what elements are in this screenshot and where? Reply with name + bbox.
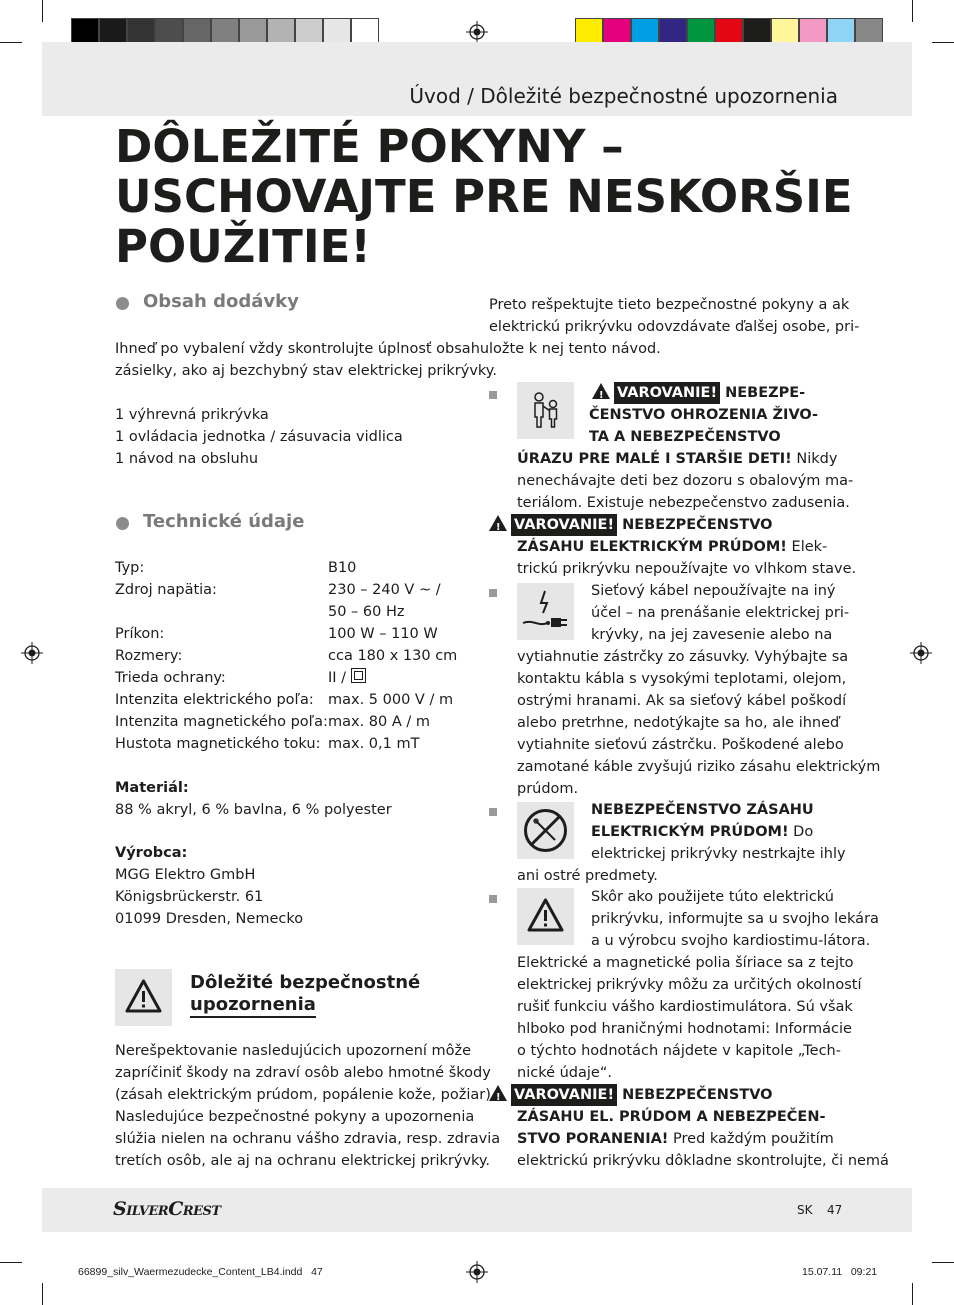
- print-slug-file: 66899_silv_Waermezudecke_Content_LB4.indd 47: [78, 1266, 323, 1278]
- tech-spec-value: cca 180 x 130 cm: [328, 648, 458, 664]
- paragraph-line: kontaktu kábla s vysokými teplotami, olejom,: [517, 671, 847, 687]
- warning-label: VAROVANIE!: [511, 514, 617, 536]
- print-slug-date: 15.07.11 09:21: [802, 1266, 878, 1278]
- maker-line: MGG Elektro GmbH: [115, 867, 256, 883]
- contents-item: 1 výhrevná prikrývka: [115, 407, 269, 423]
- no-needles-icon: [517, 802, 574, 859]
- warning-line: elektrickej prikrývky nestrkajte ihly: [591, 846, 846, 862]
- warning-text: ELEKTRICKÝM PRÚDOM!: [591, 824, 789, 840]
- maker-line: Königsbrückerstr. 61: [115, 889, 264, 905]
- warning-text: STVO PORANENIA!: [517, 1131, 669, 1147]
- warning-triangle-icon: [489, 1085, 507, 1101]
- paragraph-line: tretích osôb, ale aj na ochranu elektrickej prikrývky.: [115, 1153, 491, 1169]
- page-title-line: POUŽITIE!: [115, 220, 371, 273]
- paragraph-line: zásielky, ako aj bezchybný stav elektrickej prikrývky.: [115, 363, 497, 379]
- warning-line: TA A NEBEZPEČENSTVO: [589, 429, 781, 445]
- crop-mark: [932, 1262, 954, 1263]
- warning-line: [517, 448, 837, 470]
- section-heading-tech: Technické údaje: [143, 511, 305, 532]
- crop-mark: [912, 1283, 913, 1305]
- safety-heading: [190, 972, 420, 1018]
- maker-label: Výrobca:: [115, 845, 188, 861]
- warning-text: ÚRAZU PRE MALÉ I STARŠIE DETI!: [517, 451, 792, 467]
- paragraph-line: (zásah elektrickým prúdom, popálenie kože, požiar).: [115, 1087, 496, 1103]
- tech-spec-label: Typ:: [115, 560, 145, 576]
- registration-mark-icon: [466, 1261, 488, 1283]
- paragraph-line: Skôr ako použijete túto elektrickú: [591, 889, 834, 905]
- warning-text: Pred každým použitím: [668, 1131, 834, 1147]
- safety-heading-line: Dôležité bezpečnostné: [190, 972, 421, 993]
- warning-line: ČENSTVO OHROZENIA ŽIVO-: [589, 407, 819, 423]
- warning-triangle-icon: [115, 969, 172, 1026]
- paragraph-line: rušiť funkciu vášho kardiostimulátora. Sú však: [517, 999, 853, 1015]
- brand-logo: SilverCrest: [113, 1198, 221, 1220]
- warning-line: [591, 821, 813, 843]
- tech-spec-label: Hustota magnetického toku:: [115, 736, 321, 752]
- safety-heading-line: upozornenia: [190, 994, 316, 1018]
- warning-line: ani ostré predmety.: [517, 868, 658, 884]
- tech-spec-value: max. 0,1 mT: [328, 736, 420, 752]
- protection-class-ii-icon: [351, 668, 366, 683]
- paragraph-line: elektrickej prikrývky môžu za určitých okolností: [517, 977, 862, 993]
- maker-line: 01099 Dresden, Nemecko: [115, 911, 304, 927]
- tech-spec-label: Intenzita magnetického poľa:: [115, 714, 328, 730]
- damaged-cable-icon: [517, 583, 574, 640]
- footer-language: SK: [797, 1203, 813, 1217]
- section-heading-obsah: Obsah dodávky: [143, 291, 299, 312]
- paragraph-line: vytiahnutie zástrčky zo zásuvky. Vyhýbajte sa: [517, 649, 849, 665]
- warning-line: trickú prikrývku nepoužívajte vo vlhkom stave.: [517, 561, 857, 577]
- material-value: 88 % akryl, 6 % bavlna, 6 % polyester: [115, 802, 392, 818]
- warning-line: [489, 514, 773, 536]
- warning-label: VAROVANIE!: [614, 382, 720, 404]
- cable-warning-icon-box: [517, 583, 574, 640]
- warning-line: teriálom. Existuje nebezpečenstvo zadusenia.: [517, 495, 850, 511]
- tech-spec-label: Zdroj napätia:: [115, 582, 217, 598]
- paragraph-line: zapríčiniť škody na zdraví osôb alebo hmotné škody: [115, 1065, 491, 1081]
- tech-spec-label: Trieda ochrany:: [115, 670, 226, 686]
- no-needles-icon-box: [517, 802, 574, 859]
- crop-mark: [932, 42, 954, 43]
- warning-text: ZÁSAHU ELEKTRICKÝM PRÚDOM!: [517, 539, 787, 555]
- warning-triangle-icon: [517, 888, 574, 945]
- section-header-title: Úvod / Dôležité bezpečnostné upozornenia: [409, 84, 838, 108]
- paragraph-line: Sieťový kábel nepoužívajte na iný: [591, 583, 836, 599]
- warning-label: VAROVANIE!: [511, 1084, 617, 1106]
- tech-spec-value: 50 – 60 Hz: [328, 604, 405, 620]
- tech-spec-value: 230 – 240 V ~ /: [328, 582, 441, 598]
- warning-icon-box: [517, 888, 574, 945]
- paragraph-line: zamotané káble zvyšujú riziko zásahu elektrickým: [517, 759, 881, 775]
- paragraph-line: Elektrické a magnetické polia šíriace sa z tejto: [517, 955, 854, 971]
- section-bullet-icon: [116, 517, 129, 530]
- children-icon: [517, 382, 574, 439]
- paragraph-line: prúdom.: [517, 781, 579, 797]
- crop-mark: [0, 42, 22, 43]
- square-bullet-icon: [489, 895, 497, 903]
- warning-text: Do: [788, 824, 814, 840]
- paragraph-line: prikrývku, informujte sa u svojho lekára: [591, 911, 879, 927]
- warning-text: NEBEZPEČENSTVO: [622, 517, 773, 533]
- paragraph-line: Preto rešpektujte tieto bezpečnostné pokyny a ak: [489, 297, 850, 313]
- paragraph-line: slúžia nielen na ochranu vášho zdravia, resp. zdravia: [115, 1131, 501, 1147]
- paragraph-line: účel – na prenášanie elektrickej pri-: [591, 605, 850, 621]
- page-title-line: DÔLEŽITÉ POKYNY –: [115, 120, 624, 173]
- tech-spec-value: max. 5 000 V / m: [328, 692, 454, 708]
- warning-text: Nikdy: [791, 451, 838, 467]
- crop-mark: [0, 1262, 22, 1263]
- warning-line: elektrickú prikrývku dôkladne skontrolujte, či nemá: [517, 1153, 889, 1169]
- paragraph-line: nické údaje“.: [517, 1065, 612, 1081]
- material-label: Materiál:: [115, 780, 189, 796]
- warning-text: NEBEZPE-: [725, 385, 806, 401]
- paragraph-line: ložte k nej tento návod.: [489, 341, 661, 357]
- paragraph-line: vytiahnite sieťovú zástrčku. Poškodené alebo: [517, 737, 844, 753]
- warning-line: [489, 1084, 773, 1106]
- paragraph-line: krývky, na jej zavesenie alebo na: [591, 627, 833, 643]
- section-bullet-icon: [116, 297, 129, 310]
- paragraph-line: Nasledujúce bezpečnostné pokyny a upozornenia: [115, 1109, 475, 1125]
- warning-line: [592, 382, 805, 404]
- children-warning-icon-box: [517, 382, 574, 439]
- page-title-line: USCHOVAJTE PRE NESKORŠIE: [115, 170, 853, 223]
- crop-mark: [42, 0, 43, 22]
- tech-spec-value: B10: [328, 560, 357, 576]
- paragraph-line: ostrými hranami. Ak sa sieťový kábel poškodí: [517, 693, 847, 709]
- contents-item: 1 ovládacia jednotka / zásuvacia vidlica: [115, 429, 403, 445]
- warning-text: NEBEZPEČENSTVO: [622, 1087, 773, 1103]
- paragraph-line: Nerešpektovanie nasledujúcich upozornení môže: [115, 1043, 472, 1059]
- warning-text: Elek-: [786, 539, 828, 555]
- warning-line: [517, 1128, 834, 1150]
- registration-mark-icon: [910, 642, 932, 664]
- crop-mark: [42, 1283, 43, 1305]
- warning-triangle-icon: [489, 515, 507, 531]
- paragraph-line: elektrickú prikrývku odovzdávate ďalšej osobe, pri-: [489, 319, 860, 335]
- tech-spec-label: Intenzita elektrického poľa:: [115, 692, 314, 708]
- warning-triangle-icon: [592, 383, 610, 399]
- tech-spec-label: Rozmery:: [115, 648, 183, 664]
- warning-line: [517, 536, 827, 558]
- warning-line: nenechávajte deti bez dozoru s obalovým ma-: [517, 473, 854, 489]
- registration-mark-icon: [466, 21, 488, 43]
- paragraph-line: alebo pretrhne, nedotýkajte sa ho, ale ihneď: [517, 715, 840, 731]
- tech-spec-value: II /: [328, 670, 347, 686]
- page-number: 47: [827, 1203, 843, 1217]
- tech-spec-value: 100 W – 110 W: [328, 626, 438, 642]
- square-bullet-icon: [489, 808, 497, 816]
- crop-mark: [912, 0, 913, 22]
- contents-item: 1 návod na obsluhu: [115, 451, 259, 467]
- warning-line: NEBEZPEČENSTVO ZÁSAHU: [591, 802, 814, 818]
- page-title: [115, 122, 875, 272]
- tech-spec-value: max. 80 A / m: [328, 714, 431, 730]
- square-bullet-icon: [489, 391, 497, 399]
- paragraph-line: o týchto hodnotách nájdete v kapitole „Tech-: [517, 1043, 841, 1059]
- tech-spec-label: Príkon:: [115, 626, 165, 642]
- warning-icon-box: [115, 969, 172, 1026]
- paragraph-line: Ihneď po vybalení vždy skontrolujte úplnosť obsahu: [115, 341, 490, 357]
- paragraph-line: a u výrobcu svojho kardiostimu-látora.: [591, 933, 871, 949]
- paragraph-line: hlboko pod hraničnými hodnotami: Informácie: [517, 1021, 852, 1037]
- square-bullet-icon: [489, 589, 497, 597]
- registration-mark-icon: [21, 642, 43, 664]
- warning-line: ZÁSAHU EL. PRÚDOM A NEBEZPEČEN-: [517, 1109, 826, 1125]
